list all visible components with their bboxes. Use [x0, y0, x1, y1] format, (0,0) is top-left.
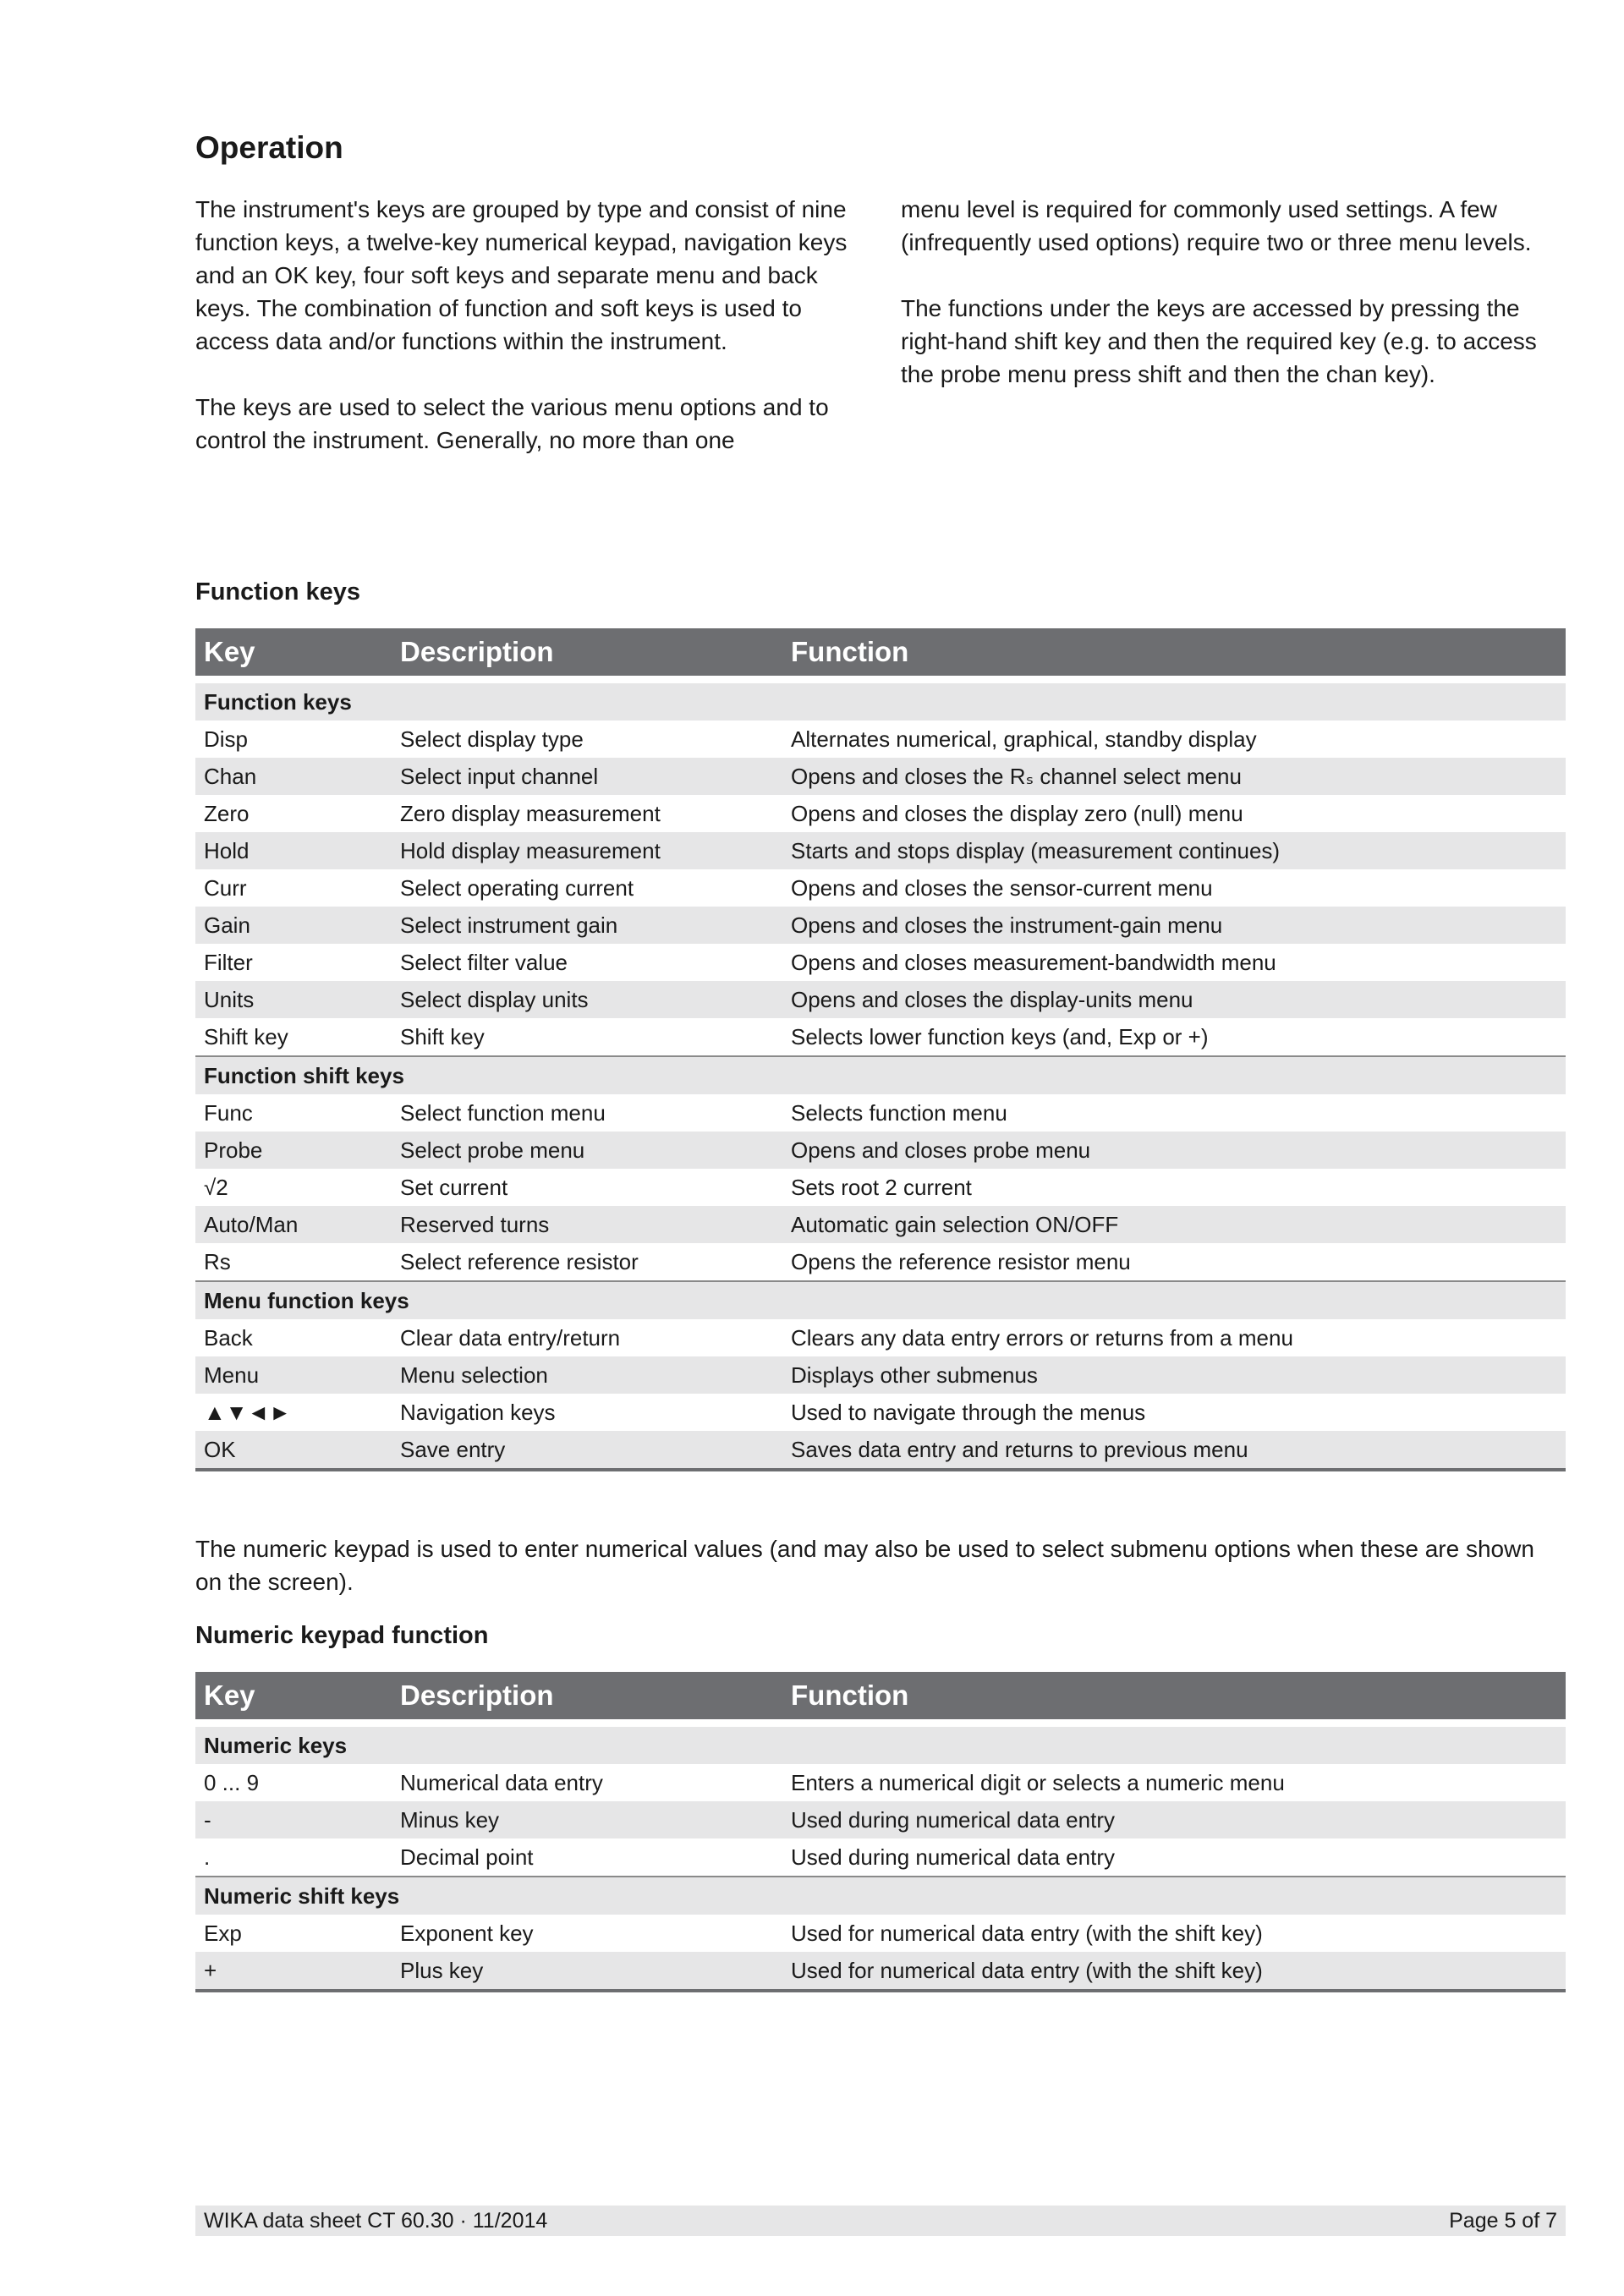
column-header-function: Function: [782, 1672, 1566, 1719]
cell-function: Selects function menu: [791, 1099, 1007, 1126]
table-row: [195, 1356, 1566, 1394]
cell-function: Used for numerical data entry (with the shift key): [782, 1952, 1566, 1991]
cell-description: Select instrument gain: [392, 907, 782, 944]
column-header-key: Key: [195, 1672, 392, 1719]
cell-key: Rs: [204, 1248, 231, 1274]
intro-paragraph: The instrument's keys are grouped by type and consist of nine function keys, a twelve-key numerical keypad, navigation keys and an OK key, four soft keys and separate menu and back keys. The combination of function and soft keys is used to access data and/or functions within the instrument.: [195, 196, 848, 354]
cell-key: Auto/Man: [195, 1206, 392, 1243]
page-title: Operation: [195, 130, 343, 165]
table-row: [195, 981, 1566, 1018]
footer-document-id: WIKA data sheet CT 60.30 · 11/2014: [204, 2208, 548, 2233]
intro-text: [195, 193, 1566, 490]
table-row: [195, 1319, 1566, 1356]
cell-function: Opens and closes the sensor-current menu: [791, 874, 1213, 901]
cell-key: Exp: [204, 1920, 242, 1946]
table-row: [195, 944, 1566, 981]
cell-function: Used during numerical data entry: [791, 1844, 1115, 1870]
cell-key: Back: [204, 1324, 253, 1351]
table-row: [195, 1394, 1566, 1431]
table-row: [195, 1018, 1566, 1056]
column-header-description: Description: [392, 1672, 782, 1719]
cell-description: Clear data entry/return: [400, 1324, 621, 1351]
cell-function: Opens and closes the display-units menu: [782, 981, 1566, 1018]
cell-key: Menu: [195, 1356, 392, 1394]
cell-description: Select operating current: [400, 874, 634, 901]
cell-function: Enters a numerical digit or selects a numeric menu: [791, 1769, 1285, 1795]
cell-description: Numerical data entry: [400, 1769, 603, 1795]
cell-key: Chan: [195, 758, 392, 795]
cell-key: OK: [195, 1431, 392, 1470]
function-keys-table: [195, 628, 1566, 1471]
table-row: [195, 1915, 1566, 1952]
cell-function: Alternates numerical, graphical, standby display: [791, 726, 1257, 752]
table-header-row: [195, 1672, 1566, 1719]
table-row: [195, 1952, 1566, 1991]
cell-key: Hold: [195, 832, 392, 869]
numeric-keypad-heading: Numeric keypad function: [195, 1622, 489, 1649]
table-group-header: [195, 1281, 1566, 1319]
cell-key: Units: [195, 981, 392, 1018]
cell-function: Opens and closes measurement-bandwidth menu: [791, 949, 1276, 975]
group-title: Function keys: [195, 683, 1566, 721]
cell-description: Menu selection: [392, 1356, 782, 1394]
cell-description: Zero display measurement: [400, 800, 661, 826]
cell-description: Select display units: [392, 981, 782, 1018]
cell-function: Opens the reference resistor menu: [791, 1248, 1131, 1274]
function-keys-heading: Function keys: [195, 578, 360, 606]
cell-function: Selects lower function keys (and, Exp or +): [791, 1023, 1209, 1049]
column-header-key: Key: [195, 628, 392, 676]
cell-function: Used for numerical data entry (with the shift key): [791, 1920, 1263, 1946]
cell-function: Saves data entry and returns to previous menu: [782, 1431, 1566, 1470]
table-row: [195, 721, 1566, 758]
table-row: [195, 1169, 1566, 1206]
cell-function: Starts and stops display (measurement continues): [782, 832, 1566, 869]
group-title: Menu function keys: [195, 1281, 1566, 1319]
intro-paragraph: The functions under the keys are accessed by pressing the right-hand shift key and then the required key (e.g. to access the probe menu press shift and then the chan key).: [901, 295, 1537, 387]
cell-key: Gain: [195, 907, 392, 944]
cell-key: ▲▼◄►: [204, 1399, 291, 1425]
table-row: [195, 795, 1566, 832]
cell-key: Func: [204, 1099, 253, 1126]
table-row: [195, 907, 1566, 944]
table-group-header: [195, 1727, 1566, 1764]
cell-key: Curr: [204, 874, 247, 901]
keypad-description: The numeric keypad is used to enter numerical values (and may also be used to select submenu options when these are shown on the screen).: [195, 1536, 1534, 1595]
cell-description: Plus key: [392, 1952, 782, 1991]
cell-description: Select probe menu: [392, 1132, 782, 1169]
column-header-function: Function: [782, 628, 1566, 676]
cell-function: Displays other submenus: [782, 1356, 1566, 1394]
cell-description: Select input channel: [392, 758, 782, 795]
cell-description: Minus key: [392, 1801, 782, 1838]
table-row: [195, 1243, 1566, 1281]
table-row: [195, 1431, 1566, 1470]
group-title: Numeric shift keys: [195, 1877, 1566, 1915]
cell-key: Zero: [204, 800, 250, 826]
intro-paragraph: menu level is required for commonly used settings. A few (infrequently used options) require two or three menu levels.: [901, 196, 1532, 255]
cell-description: Reserved turns: [392, 1206, 782, 1243]
table-row: [195, 1838, 1566, 1877]
intro-paragraph: The keys are used to select the various menu options and to control the instrument. Generally, no more than one: [195, 394, 829, 453]
group-title: Numeric keys: [195, 1727, 1566, 1764]
cell-description: Save entry: [392, 1431, 782, 1470]
cell-key: Filter: [204, 949, 253, 975]
table-group-header: [195, 1056, 1566, 1094]
cell-key: Disp: [204, 726, 249, 752]
cell-key: -: [195, 1801, 392, 1838]
cell-description: Select filter value: [400, 949, 568, 975]
table-group-header: [195, 683, 1566, 721]
cell-key: Shift key: [204, 1023, 288, 1049]
cell-key: +: [195, 1952, 392, 1991]
table-spacer: [195, 676, 1566, 683]
table-row: [195, 869, 1566, 907]
cell-description: Navigation keys: [400, 1399, 556, 1425]
cell-key: 0 ... 9: [204, 1769, 260, 1795]
cell-description: Set current: [400, 1174, 508, 1200]
group-title: Function shift keys: [195, 1056, 1566, 1094]
cell-key: .: [204, 1844, 211, 1870]
table-group-header: [195, 1877, 1566, 1915]
cell-description: Hold display measurement: [392, 832, 782, 869]
cell-description: Decimal point: [400, 1844, 534, 1870]
cell-function: Sets root 2 current: [791, 1174, 972, 1200]
intro-right-column: [901, 193, 1566, 490]
numeric-keypad-table: [195, 1672, 1566, 1992]
cell-description: Select function menu: [400, 1099, 606, 1126]
table-row: [195, 832, 1566, 869]
cell-function: Opens and closes the Rₛ channel select menu: [782, 758, 1566, 795]
table-row: [195, 758, 1566, 795]
cell-description: Shift key: [400, 1023, 485, 1049]
page-footer: [195, 2206, 1566, 2236]
cell-description: Select display type: [400, 726, 584, 752]
cell-key: Probe: [195, 1132, 392, 1169]
table-row: [195, 1206, 1566, 1243]
table-row: [195, 1094, 1566, 1132]
table-header-row: [195, 628, 1566, 676]
cell-function: Automatic gain selection ON/OFF: [782, 1206, 1566, 1243]
cell-function: Used to navigate through the menus: [791, 1399, 1146, 1425]
cell-function: Used during numerical data entry: [782, 1801, 1566, 1838]
cell-description: Exponent key: [400, 1920, 534, 1946]
cell-function: Opens and closes the instrument-gain menu: [782, 907, 1566, 944]
cell-description: Select reference resistor: [400, 1248, 639, 1274]
table-row: [195, 1801, 1566, 1838]
column-header-description: Description: [392, 628, 782, 676]
cell-function: Clears any data entry errors or returns from a menu: [791, 1324, 1293, 1351]
cell-key: √2: [204, 1174, 228, 1200]
cell-function: Opens and closes probe menu: [782, 1132, 1566, 1169]
footer-page-number: Page 5 of 7: [1449, 2208, 1557, 2233]
table-row: [195, 1764, 1566, 1801]
cell-function: Opens and closes the display zero (null) menu: [791, 800, 1243, 826]
table-row: [195, 1132, 1566, 1169]
intro-left-column: [195, 193, 860, 490]
table-spacer: [195, 1719, 1566, 1727]
